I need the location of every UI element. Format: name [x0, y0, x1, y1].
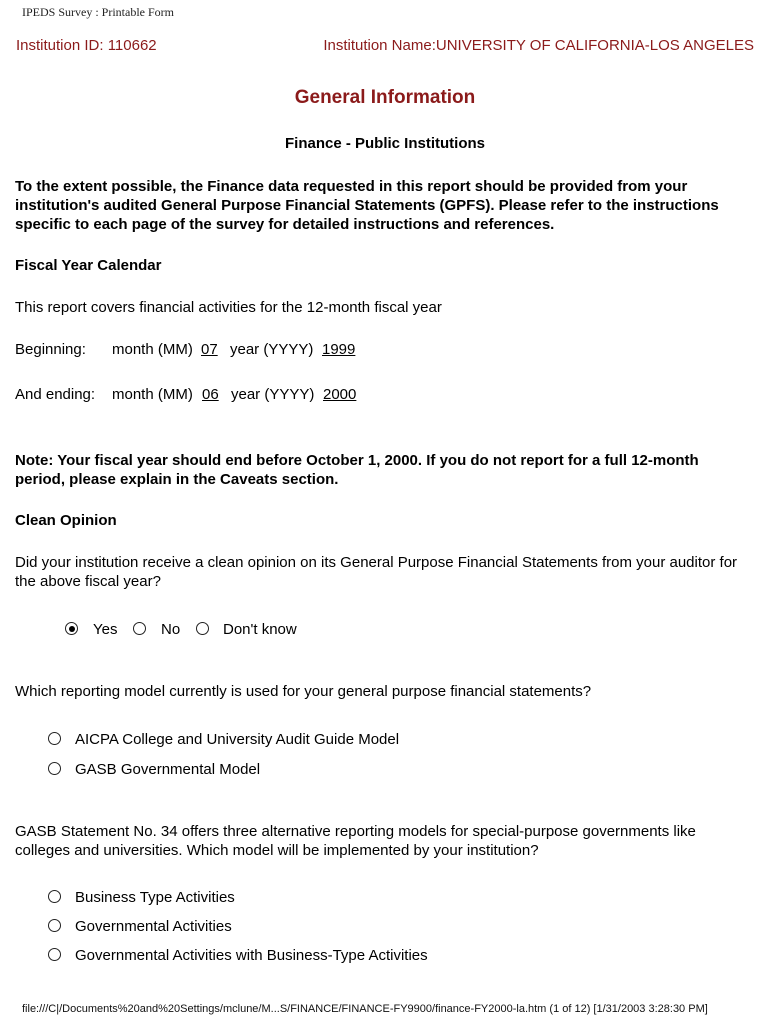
ending-year-value: 2000 [323, 386, 357, 403]
option-label-gasb: GASB Governmental Model [75, 761, 261, 778]
beginning-month-value: 07 [201, 341, 218, 358]
beginning-year-label: year (YYYY) [230, 341, 314, 358]
option-label-governmental: Governmental Activities [75, 918, 232, 935]
ending-month-value: 06 [202, 386, 219, 403]
radio-governmental-business[interactable] [48, 948, 61, 961]
option-label-aicpa: AICPA College and University Audit Guide Model [75, 731, 400, 748]
option-label-yes: Yes [93, 621, 118, 638]
footer-path: file:///C|/Documents%20and%20Settings/mclune/M...S/FINANCE/FINANCE-FY9900/finance-FY2000-la.htm (1 of 12) [1/31/2003 3:28:30 PM] [22, 1003, 708, 1015]
option-label-no: No [161, 621, 181, 638]
option-label-governmental-business: Governmental Activities with Business-Type Activities [75, 947, 428, 964]
page-subtitle: Finance - Public Institutions [284, 135, 485, 152]
window-title: IPEDS Survey : Printable Form [22, 5, 174, 19]
institution-id: Institution ID: 110662 [16, 37, 157, 54]
option-label-dont-know: Don't know [223, 621, 297, 638]
ending-label: And ending: [15, 386, 96, 403]
page-title: General Information [294, 87, 476, 108]
beginning-year-value: 1999 [322, 341, 356, 358]
radio-clean-yes[interactable] [65, 622, 78, 635]
ending-year-label: year (YYYY) [231, 386, 315, 403]
radio-governmental[interactable] [48, 919, 61, 932]
radio-aicpa-model[interactable] [48, 732, 61, 745]
ending-month-label: month (MM) [112, 386, 193, 403]
radio-clean-no[interactable] [133, 622, 146, 635]
reporting-model-question: Which reporting model currently is used for your general purpose financial statements? [15, 683, 592, 700]
gasb34-question: GASB Statement No. 34 offers three alternative reporting models for special-purpose governments like colleges and universities. Which model will be implemented by your institution? [15, 823, 696, 859]
radio-business-type[interactable] [48, 890, 61, 903]
radio-gasb-model[interactable] [48, 762, 61, 775]
beginning-label: Beginning: [15, 341, 86, 358]
clean-opinion-heading: Clean Opinion [15, 512, 117, 529]
fiscal-heading: Fiscal Year Calendar [15, 257, 162, 274]
fiscal-description: This report covers financial activities for the 12-month fiscal year [15, 299, 442, 316]
institution-name: Institution Name:UNIVERSITY OF CALIFORNIA-LOS ANGELES [323, 37, 754, 54]
radio-clean-dont-know[interactable] [196, 622, 209, 635]
beginning-month-label: month (MM) [112, 341, 193, 358]
intro-paragraph: To the extent possible, the Finance data requested in this report should be provided from your institution's audited General Purpose Financial Statements (GPFS). Please refer to the instructions specific to each page of the survey for detailed instructions and references. [15, 178, 719, 233]
option-label-business-type: Business Type Activities [75, 889, 235, 906]
fiscal-note: Note: Your fiscal year should end before October 1, 2000. If you do not report for a full 12-month period, please explain in the Caveats section. [15, 452, 699, 488]
clean-opinion-question: Did your institution receive a clean opinion on its General Purpose Financial Statements from your auditor for the above fiscal year? [15, 554, 738, 590]
